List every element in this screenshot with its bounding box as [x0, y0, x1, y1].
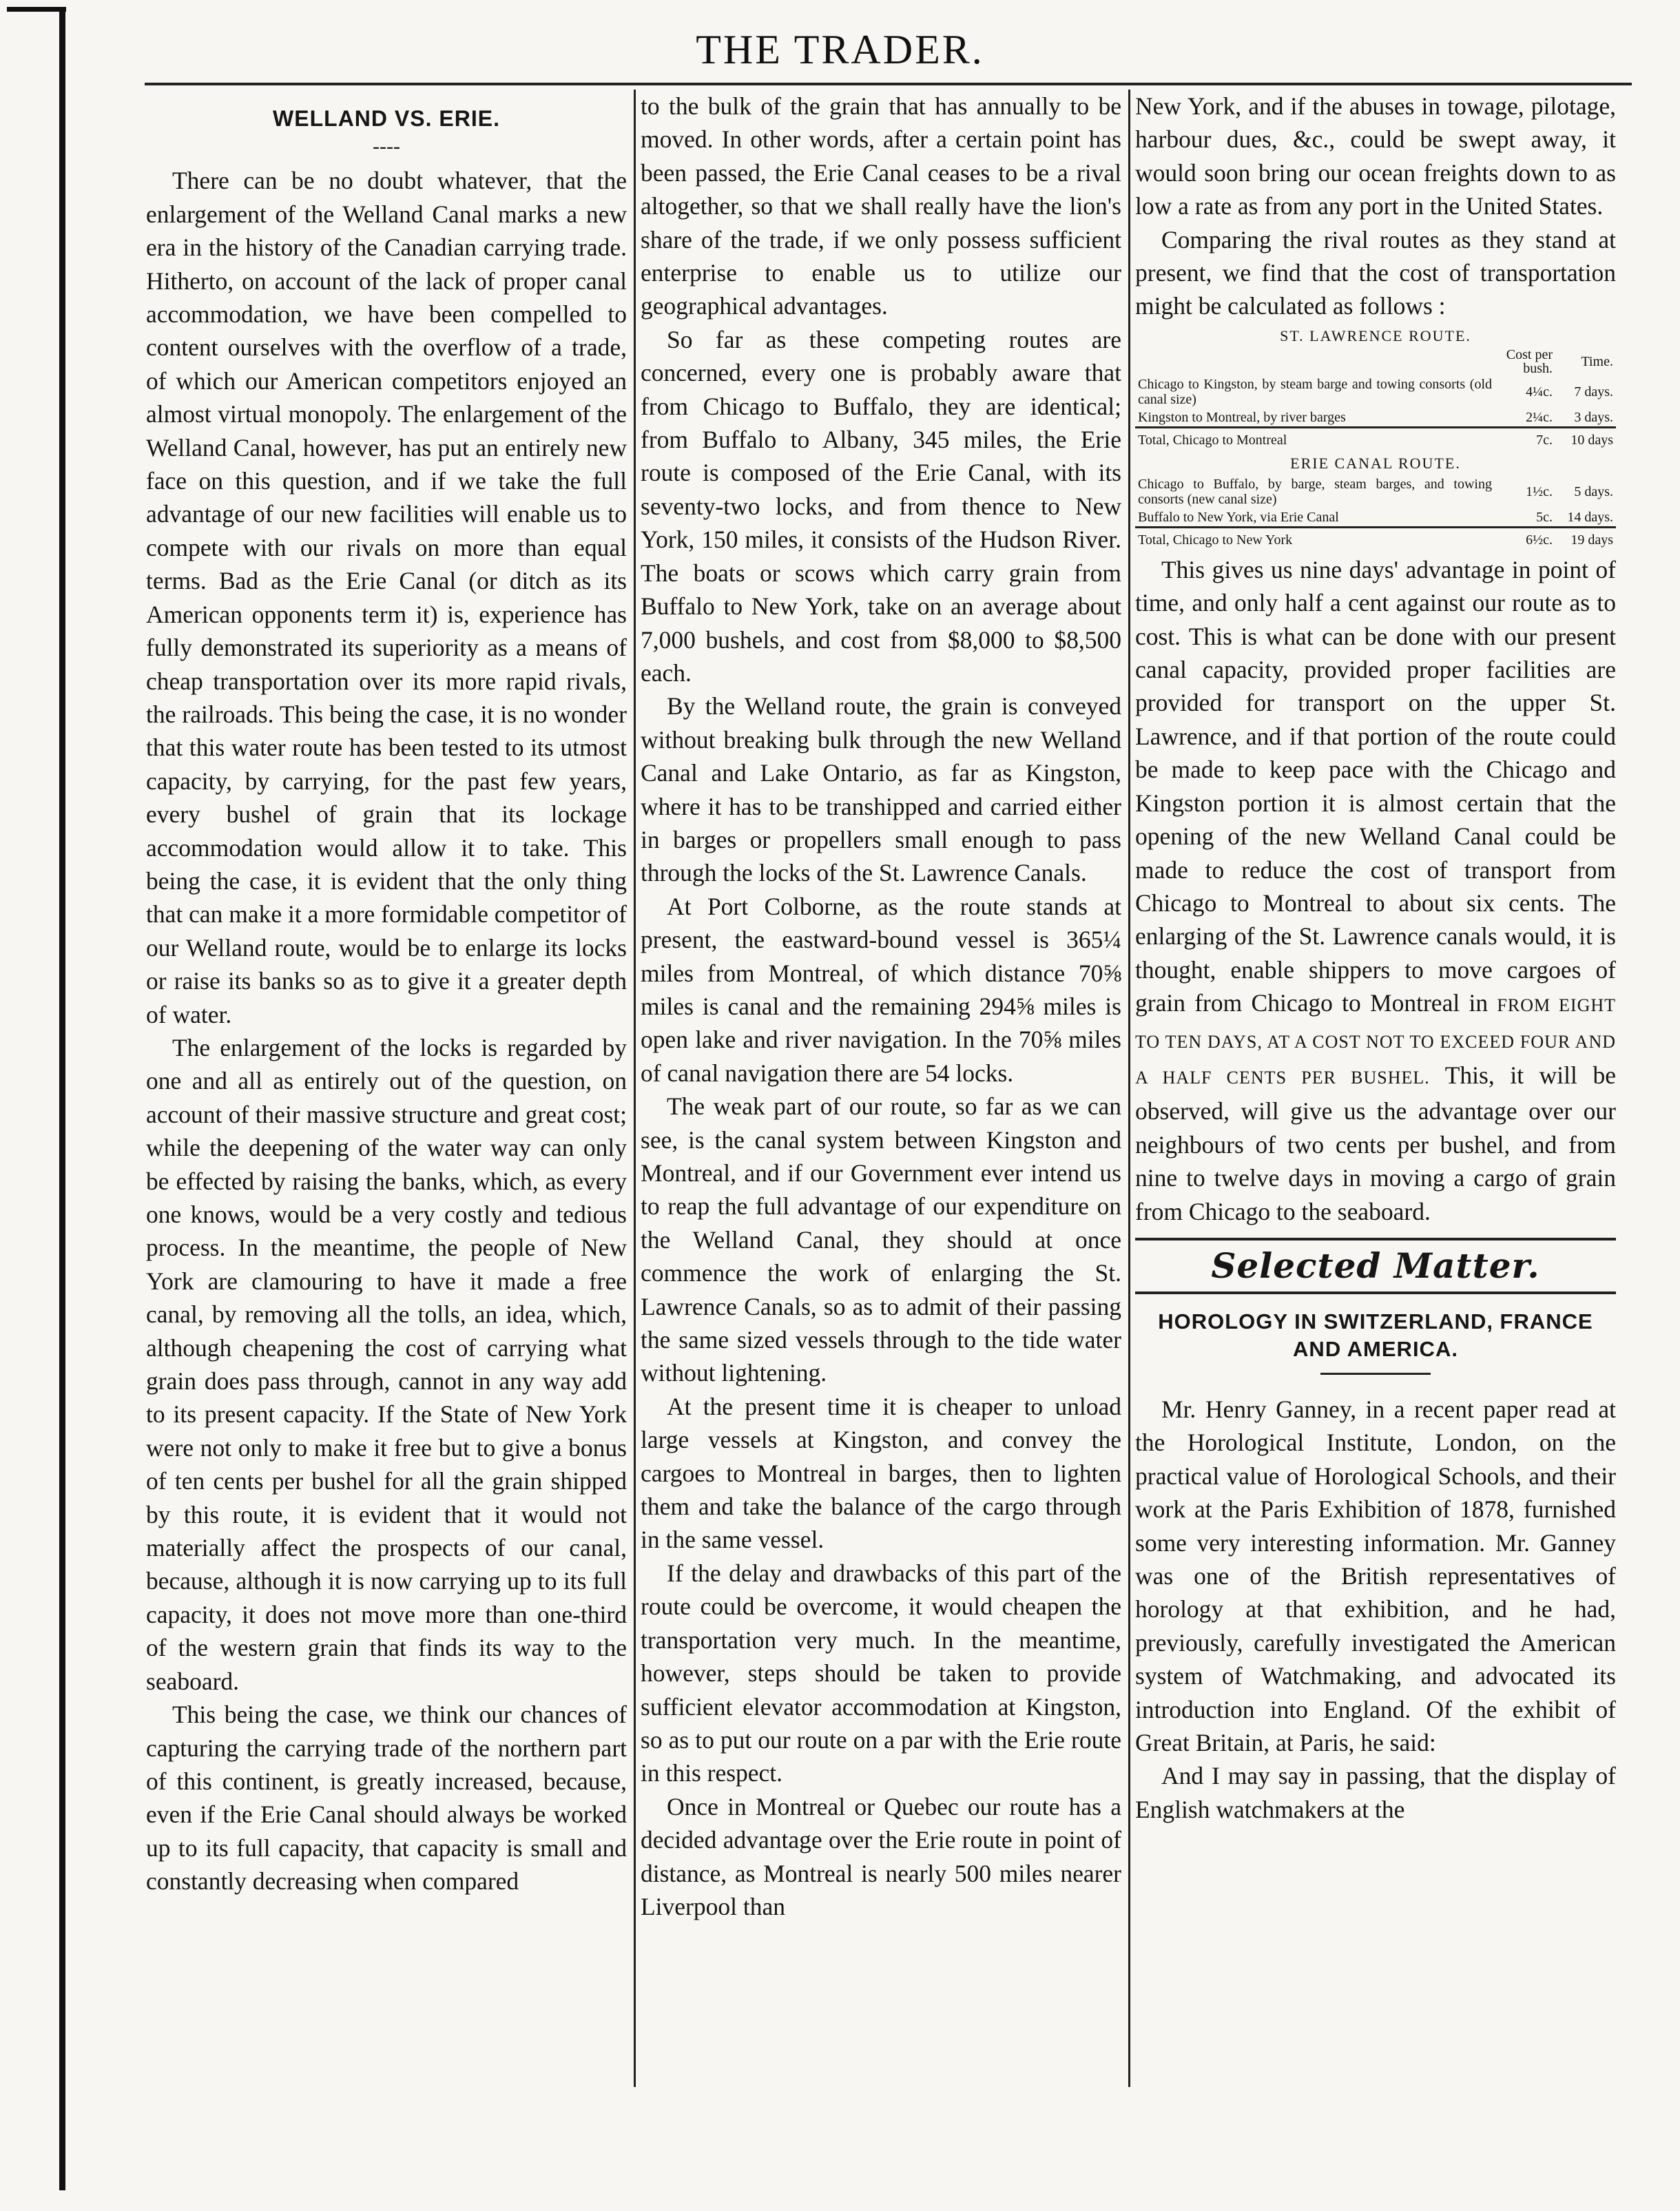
- route-time: 7 days.: [1574, 384, 1613, 399]
- article-paragraph: So far as these competing routes are concerned, every one is probably aware that from Chicago to Buffalo, they are identical; from Buffalo to Albany, 345 miles, the Erie route is composed of the Erie Canal, with its seventy-two locks, and from thence to New York, 150 miles, it consists of the Hudson River. The boats or scows which carry grain from Buffalo to New York, take on an average about 7,000 bushels, and cost from $8,000 to $8,500 each.: [641, 325, 1121, 687]
- table-total-row: [1135, 527, 1616, 549]
- route-total-label: Total, Chicago to New York: [1135, 527, 1495, 549]
- erie-route-table: [1135, 475, 1616, 549]
- article-paragraph: The weak part of our route, so far as we can see, is the canal system between Kingston and Montreal, and if our Government ever intend us to reap the full advantage of our expenditure on the Welland Canal, they should at once commence the work of enlarging the St. Lawrence Canals, so as to admit of their passing the same sized vessels through to the tide water without lightening.: [641, 1092, 1121, 1387]
- masthead-rule: [145, 83, 1632, 85]
- article-paragraph: At Port Colborne, as the route stands at present, the eastward-bound vessel is 365¼ miles from Montreal, of which distance 70⅝ miles is canal and the remaining 294⅝ miles is open lake and river navigation. In the 70⅝ miles of canal navigation there are 54 locks.: [641, 892, 1121, 1087]
- route-total-time: 19 days: [1555, 527, 1616, 549]
- section-heading: Selected Matter.: [1211, 1245, 1540, 1286]
- article-paragraph-continued: to the bulk of the grain that has annually to be moved. In other words, after a certain point has been passed, the Erie Canal ceases to be a rival altogether, so that we shall really have the lion's share of the trade, if we only possess sufficient enterprise to enable us to utilize our geographical advantages.: [641, 92, 1121, 320]
- column-divider-2: [1128, 90, 1130, 2087]
- table-row: [1135, 508, 1616, 528]
- column-3: [1135, 90, 1616, 2170]
- article-paragraph: Mr. Henry Ganney, in a recent paper read at the Horological Institute, London, on the practical value of Horological Schools, and their work at the Paris Exhibition of 1878, furnished some very interesting information. Mr. Ganney was one of the British representatives of horology at that exhibition, and he had, previously, carefully investigated the American system of Watchmaking, and advocated its introduction into England. Of the exhibit of Great Britain, at Paris, he said:: [1135, 1395, 1616, 1757]
- route-time: 3 days.: [1574, 409, 1613, 425]
- column-2: [641, 90, 1121, 2170]
- small-caps-text: FROM EIGHT TO TEN DAYS, AT A COST NOT TO EXCEED FOUR AND A HALF CENTS PER BUSHEL.: [1135, 995, 1616, 1088]
- table-row: [1135, 475, 1616, 508]
- route-cost: 1½c.: [1526, 484, 1553, 499]
- column-1: [146, 90, 627, 2170]
- time-column-header: Time.: [1581, 353, 1613, 369]
- article-paragraph: And I may say in passing, that the display of English watchmakers at the: [1135, 1762, 1616, 1823]
- table-total-row: [1135, 427, 1616, 449]
- st-lawrence-route-table: [1135, 348, 1616, 449]
- article-paragraph: At the present time it is cheaper to unload large vessels at Kingston, and convey the cargoes to Montreal in barges, then to lighten them and take the balance of the cargo through in the same vessel.: [641, 1392, 1121, 1554]
- article-paragraph: The enlargement of the locks is regarded by one and all as entirely out of the question, on account of their massive structure and great cost; while the deepening of the water way can only be effected by raising the banks, which, as every one knows, would be a very costly and tedious process. In the meantime, the people of New York are clamouring to have it made a free canal, by removing all the tolls, an idea, which, although cheapening the cost of carrying what grain does pass through, cannot in any way add to its present capacity. If the State of New York were not only to make it free but to give a bonus of ten cents per bushel for all the grain shipped by this route, it is evident that it would not materially affect the prospects of our canal, because, although it is now carrying up to its full capacity, it does not move more than one-third of the western grain that finds its way to the seaboard.: [146, 1033, 627, 1695]
- route-total-cost: 7c.: [1495, 427, 1555, 449]
- paragraph-text: This gives us nine days' advantage in point of time, and only half a cent against our route as to cost. This is what can be done with our present canal capacity, provided proper facilities are provided for transport on the upper St. Lawrence, and if that portion of the route could be made to keep pace with the Chicago and Kingston portion it is almost certain that the opening of the new Welland Canal could be made to reduce the cost of transport from Chicago to Montreal to about six cents. The enlarging of the St. Lawrence canals would, it is thought, enable shippers to move cargoes of grain from Chicago to Montreal in: [1135, 555, 1616, 1017]
- article-paragraph: By the Welland route, the grain is conveyed without breaking bulk through the new Welland Canal and Lake Ontario, as far as Kingston, where it has to be transhipped and carried either in barges or propellers small enough to pass through the locks of the St. Lawrence Canals.: [641, 692, 1121, 887]
- article-paragraph: If the delay and drawbacks of this part of the route could be overcome, it would cheapen the transportation very much. In the meantime, however, steps should be taken to provide sufficient elevator accommodation at Kingston, so as to put our route on a par with the Erie route in this respect.: [641, 1559, 1121, 1787]
- article-paragraph: There can be no doubt whatever, that the enlargement of the Welland Canal marks a new era in the history of the Canadian carrying trade. Hitherto, on account of the lack of proper canal accommodation, we have been compelled to content ourselves with the overflow of a trade, of which our American competitors enjoyed an almost virtual monopoly. The enlargement of the Welland Canal, however, has put an entirely new face on this question, and if we take the full advantage of our new facilities will enable us to compete with our rivals on more than equal terms. Bad as the Erie Canal (or ditch as its American opponents term it) is, experience has fully demonstrated its superiority as a means of cheap transportation over its more rapid rivals, the railroads. This being the case, it is no wonder that this water route has been tested to its utmost capacity, by carrying, for the past few years, every bushel of grain that its lockage accommodation would allow it to take. This being the case, it is evident that the only thing that can make it a more formidable competitor of our Welland route, would be to enlarge its locks or raise its banks so as to give it a greater depth of water.: [146, 167, 627, 1028]
- erie-route-title: ERIE CANAL ROUTE.: [1290, 454, 1461, 472]
- table-row: [1135, 408, 1616, 428]
- route-total-label: Total, Chicago to Montreal: [1135, 427, 1495, 449]
- article-headline: WELLAND VS. ERIE.: [273, 106, 500, 131]
- cost-column-header: Cost per bush.: [1506, 346, 1553, 376]
- page-corner-rule: [7, 7, 66, 12]
- route-time: 14 days.: [1567, 509, 1613, 525]
- route-total-time: 10 days: [1555, 427, 1616, 449]
- binding-margin-rule: [59, 7, 65, 2190]
- route-leg: Kingston to Montreal, by river barges: [1138, 409, 1346, 425]
- route-time: 5 days.: [1574, 484, 1613, 499]
- column-divider-1: [634, 90, 636, 2087]
- article-headline: HOROLOGY IN SWITZERLAND, FRANCE AND AMERICA.: [1158, 1309, 1593, 1361]
- route-leg: Buffalo to New York, via Erie Canal: [1138, 509, 1339, 525]
- article-paragraph: Comparing the rival routes as they stand at present, we find that the cost of transportation might be calculated as follows :: [1135, 225, 1616, 320]
- route-leg: Chicago to Kingston, by steam barge and towing consorts (old canal size): [1138, 376, 1492, 407]
- headline-dash: ----: [373, 135, 400, 158]
- headline-underline: [1320, 1373, 1431, 1375]
- article-paragraph-continued: New York, and if the abuses in towage, pilotage, harbour dues, &c., could be swept away, it would soon bring our ocean freights down to as low a rate as from any port in the United States.: [1135, 92, 1616, 220]
- st-lawrence-route-title: ST. LAWRENCE ROUTE.: [1280, 326, 1471, 344]
- article-paragraph: Once in Montreal or Quebec our route has a decided advantage over the Erie route in point of distance, as Montreal is nearly 500 miles nearer Liverpool than: [641, 1792, 1121, 1920]
- route-leg: Chicago to Buffalo, by barge, steam barges, and towing consorts (new canal size): [1138, 476, 1492, 507]
- route-cost: 2¼c.: [1526, 409, 1553, 425]
- article-paragraph: This being the case, we think our chances of capturing the carrying trade of the northern part of this continent, is greatly increased, because, even if the Erie Canal should always be worked up to its full capacity, that capacity is small and constantly decreasing when compared: [146, 1701, 627, 1896]
- section-rule-bottom: [1135, 1291, 1616, 1294]
- article-paragraph: [1135, 553, 1616, 1228]
- route-cost: 4¼c.: [1526, 384, 1553, 399]
- table-row: [1135, 375, 1616, 408]
- masthead-title: THE TRADER.: [696, 27, 984, 72]
- route-total-cost: 6½c.: [1495, 527, 1555, 549]
- route-cost: 5c.: [1536, 509, 1553, 525]
- paragraph-text: This, it will be observed, will give us the advantage over our neighbours of two cents per bushel, and from nine to twelve days in moving a cargo of grain from Chicago to the seaboard.: [1135, 1061, 1616, 1225]
